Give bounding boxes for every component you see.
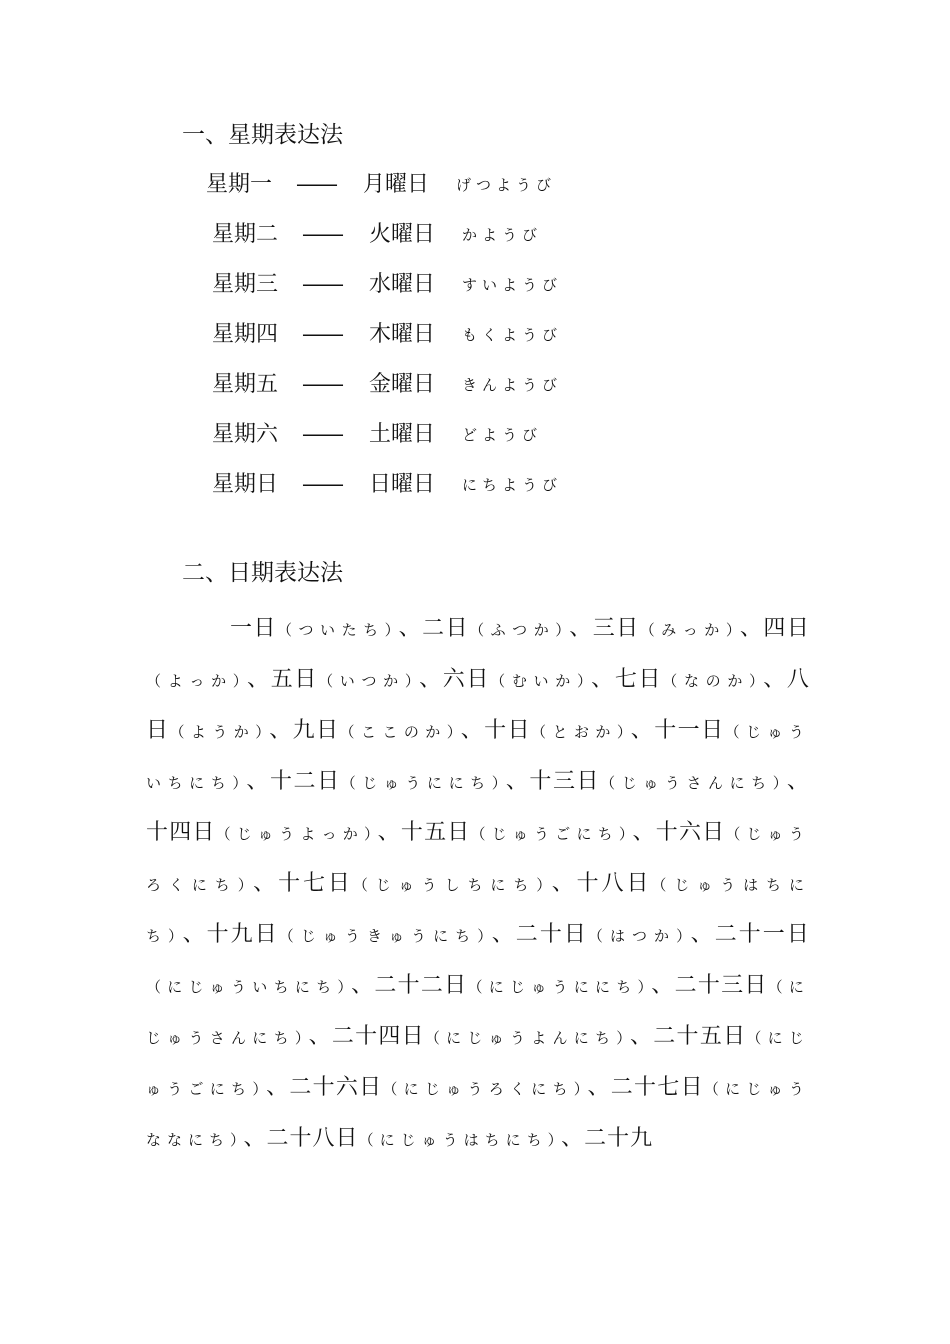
weekday-chinese: 星期四 (212, 322, 279, 347)
date-reading: にじゅうさんにち (146, 978, 810, 1047)
open-paren: （ (340, 774, 363, 792)
date-day: 十七日 (278, 871, 353, 896)
date-day: 十日 (484, 718, 532, 743)
close-paren: ） (536, 876, 552, 894)
close-paren: ） (618, 825, 633, 843)
weekday-chinese: 星期日 (212, 472, 279, 497)
date-day: 八日 (146, 667, 810, 743)
weekday-dash: —— (302, 222, 342, 247)
weekday-japanese: 月曜日 (363, 172, 430, 197)
separator: 、 (266, 1075, 290, 1100)
open-paren: （ (146, 978, 168, 996)
separator: 、 (632, 820, 656, 845)
date-day: 三日 (592, 616, 640, 641)
close-paren: ） (749, 672, 764, 690)
date-day: 二十五日 (653, 1024, 747, 1049)
date-day: 二十七日 (610, 1075, 704, 1100)
open-paren: （ (352, 876, 376, 894)
open-paren: （ (725, 825, 747, 843)
separator: 、 (630, 718, 655, 743)
weekday-dash: —— (296, 172, 336, 197)
separator: 、 (786, 769, 810, 794)
section-heading-weekdays: 一、星期表达法 (182, 122, 343, 148)
open-paren: （ (587, 927, 610, 945)
close-paren: ） (168, 927, 183, 945)
open-paren: （ (651, 876, 675, 894)
open-paren: （ (767, 978, 789, 996)
open-paren: （ (424, 1029, 447, 1047)
close-paren: ） (547, 1131, 562, 1149)
dates-paragraph (146, 604, 810, 1165)
open-paren: （ (469, 621, 491, 639)
separator: 、 (243, 1126, 267, 1151)
date-day: 九日 (292, 718, 340, 743)
weekday-dash: —— (302, 322, 342, 347)
separator: 、 (419, 667, 443, 692)
close-paren: ） (616, 1029, 631, 1047)
date-day: 十四日 (146, 820, 216, 845)
date-reading: ここのか (360, 723, 447, 741)
weekday-dash: —— (302, 272, 342, 297)
weekday-dash: —— (302, 372, 342, 397)
date-day: 五日 (270, 667, 319, 692)
date-day: 十三日 (529, 769, 601, 794)
weekday-reading: きんようび (462, 376, 563, 394)
date-reading: とおか (552, 723, 617, 741)
open-paren: （ (169, 723, 191, 741)
weekday-japanese: 木曜日 (369, 322, 436, 347)
date-reading: じゅうごにち (491, 825, 619, 843)
date-day: 十六日 (655, 820, 726, 845)
weekday-chinese: 星期三 (212, 272, 279, 297)
date-reading: にじゅういちにち (167, 978, 338, 996)
date-reading: じゅうににち (362, 774, 492, 792)
date-day: 一日 (230, 616, 278, 641)
open-paren: （ (339, 723, 361, 741)
weekday-chinese: 星期二 (212, 222, 279, 247)
weekday-reading: かようび (462, 226, 543, 244)
weekday-dash: —— (302, 422, 342, 447)
close-paren: ） (555, 621, 570, 639)
separator: 、 (246, 769, 270, 794)
open-paren: （ (215, 825, 237, 843)
date-day: 二十三日 (674, 973, 768, 998)
weekday-japanese: 水曜日 (369, 272, 436, 297)
date-reading: はつか (609, 927, 677, 945)
open-paren: （ (382, 1080, 404, 1098)
separator: 、 (182, 922, 207, 947)
close-paren: ） (576, 672, 592, 690)
date-day: 二日 (422, 616, 470, 641)
separator: 、 (269, 718, 293, 743)
separator: 、 (561, 1126, 585, 1151)
date-reading: にじゅうななにち (146, 1080, 810, 1149)
close-paren: ） (230, 1131, 244, 1149)
separator: 、 (690, 922, 715, 947)
date-reading: ついたち (298, 621, 385, 639)
date-day: 七日 (614, 667, 663, 692)
close-paren: ） (573, 1080, 588, 1098)
open-paren: （ (490, 672, 512, 690)
date-reading: じゅうきゅうにち (300, 927, 478, 945)
separator: 、 (377, 820, 401, 845)
date-day: 十二日 (269, 769, 341, 794)
separator: 、 (253, 871, 279, 896)
weekday-chinese: 星期六 (212, 422, 279, 447)
section-heading-dates: 二、日期表达法 (182, 560, 343, 586)
close-paren: ） (237, 876, 254, 894)
open-paren: （ (600, 774, 622, 792)
weekday-reading: げつようび (456, 176, 557, 194)
close-paren: ） (384, 621, 399, 639)
date-reading: いつか (339, 672, 405, 690)
separator: 、 (587, 1075, 611, 1100)
date-day: 二十四日 (331, 1024, 425, 1049)
date-day: 十五日 (400, 820, 471, 845)
close-paren: ） (252, 1080, 267, 1098)
separator: 、 (591, 667, 615, 692)
date-day: 十八日 (576, 871, 652, 896)
open-paren: （ (662, 672, 684, 690)
separator: 、 (651, 973, 675, 998)
date-day: 二十日 (515, 922, 588, 947)
weekday-reading: すいようび (462, 276, 563, 294)
date-reading: みっか (661, 621, 726, 639)
separator: 、 (351, 973, 375, 998)
separator: 、 (630, 1024, 654, 1049)
open-paren: （ (278, 927, 301, 945)
open-paren: （ (724, 723, 747, 741)
date-reading: ふつか (490, 621, 556, 639)
date-day-trailing: 二十九 (584, 1126, 654, 1151)
weekday-chinese: 星期一 (206, 172, 273, 197)
date-day: 二十六日 (289, 1075, 383, 1100)
date-reading: じゅうさんにち (621, 774, 773, 792)
open-paren: （ (146, 672, 168, 690)
close-paren: ） (232, 672, 247, 690)
separator: 、 (246, 667, 271, 692)
open-paren: （ (470, 825, 492, 843)
date-reading: にじゅうよんにち (446, 1029, 617, 1047)
close-paren: ） (232, 774, 247, 792)
close-paren: ） (337, 978, 352, 996)
close-paren: ） (491, 774, 506, 792)
close-paren: ） (446, 723, 461, 741)
separator: 、 (491, 922, 516, 947)
date-day: 六日 (442, 667, 491, 692)
separator: 、 (763, 667, 787, 692)
date-day: 十九日 (206, 922, 279, 947)
weekday-japanese: 火曜日 (369, 222, 436, 247)
weekday-japanese: 金曜日 (369, 372, 436, 397)
date-day: 四日 (763, 616, 810, 641)
close-paren: ） (772, 774, 787, 792)
open-paren: （ (639, 621, 662, 639)
date-day: 二十一日 (714, 922, 810, 947)
separator: 、 (308, 1024, 332, 1049)
date-day: 二十二日 (374, 973, 468, 998)
close-paren: ） (294, 1029, 309, 1047)
weekday-reading: にちようび (462, 476, 563, 494)
close-paren: ） (676, 927, 691, 945)
date-reading: ようか (190, 723, 256, 741)
close-paren: ） (404, 672, 420, 690)
open-paren: （ (318, 672, 340, 690)
date-reading: よっか (167, 672, 233, 690)
weekday-dash: —— (302, 472, 342, 497)
open-paren: （ (467, 978, 489, 996)
close-paren: ） (637, 978, 652, 996)
close-paren: ） (477, 927, 492, 945)
date-reading: じゅういちにち (146, 723, 810, 792)
weekday-japanese: 土曜日 (369, 422, 436, 447)
date-day: 十一日 (654, 718, 725, 743)
weekday-japanese: 日曜日 (369, 472, 436, 497)
date-reading: じゅうよっか (236, 825, 364, 843)
separator: 、 (460, 718, 485, 743)
separator: 、 (505, 769, 530, 794)
weekday-reading: どようび (462, 426, 543, 444)
date-reading: にじゅうはちにち (379, 1131, 548, 1149)
close-paren: ） (616, 723, 631, 741)
date-reading: にじゅうごにち (146, 1029, 810, 1098)
date-reading: じゅうしちにち (375, 876, 537, 894)
separator: 、 (739, 616, 764, 641)
date-reading: じゅうろくにち (146, 825, 810, 894)
date-reading: なのか (683, 672, 750, 690)
separator: 、 (398, 616, 423, 641)
open-paren: （ (703, 1080, 726, 1098)
close-paren: ） (725, 621, 740, 639)
separator: 、 (551, 871, 577, 896)
open-paren: （ (358, 1131, 380, 1149)
separator: 、 (569, 616, 593, 641)
weekday-chinese: 星期五 (212, 372, 279, 397)
date-reading: むいか (511, 672, 577, 690)
date-day: 二十八日 (266, 1126, 359, 1151)
date-reading: にじゅうににち (488, 978, 638, 996)
date-reading: にじゅうろくにち (403, 1080, 574, 1098)
close-paren: ） (363, 825, 378, 843)
weekday-reading: もくようび (462, 326, 563, 344)
open-paren: （ (746, 1029, 768, 1047)
open-paren: （ (531, 723, 553, 741)
close-paren: ） (255, 723, 270, 741)
open-paren: （ (277, 621, 299, 639)
date-reading: じゅうはちにち (146, 876, 810, 945)
